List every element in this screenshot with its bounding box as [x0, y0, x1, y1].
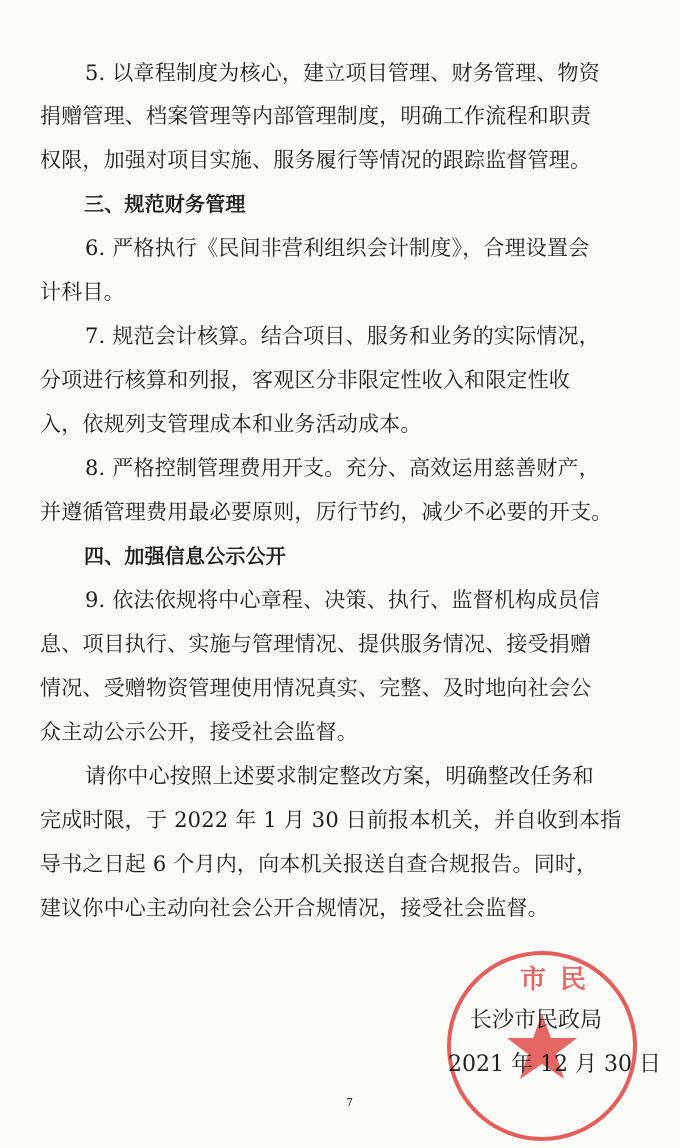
- para-6-line-2: 计科目。: [40, 280, 125, 304]
- para-9-line-4: 众主动公示公开，接受社会监督。: [40, 720, 358, 744]
- seal-arc-text: 市民: [520, 965, 601, 995]
- section-heading-4: 四、加强信息公示公开: [84, 544, 286, 568]
- para-8-line-2: 并遵循管理费用最必要原则，厉行节约，减少不必要的开支。: [40, 500, 613, 524]
- closing-line-4: 建议你中心主动向社会公开合规情况，接受社会监督。: [40, 896, 549, 920]
- signature-organization: 长沙市民政局: [470, 1008, 603, 1033]
- para-9-line-3: 情况、受赠物资管理使用情况真实、完整、及时地向社会公: [40, 676, 592, 700]
- para-5-line-2: 捐赠管理、档案管理等内部管理制度，明确工作流程和职责: [40, 104, 592, 128]
- para-9-line-1: 9. 依法依规将中心章程、决策、执行、监督机构成员信: [85, 588, 600, 612]
- para-7-line-2: 分项进行核算和列报，客观区分非限定性收入和限定性收: [40, 368, 570, 392]
- para-9-line-2: 息、项目执行、实施与管理情况、提供服务情况、接受捐赠: [40, 632, 592, 656]
- para-7-line-3: 入，依规列支管理成本和业务活动成本。: [40, 412, 422, 436]
- para-5-line-3: 权限，加强对项目实施、服务履行等情况的跟踪监督管理。: [40, 148, 592, 172]
- para-7-line-1: 7. 规范会计核算。结合项目、服务和业务的实际情况，: [85, 324, 600, 348]
- closing-line-3: 导书之日起 6 个月内，向本机关报送自查合规报告。同时，: [40, 852, 598, 876]
- para-5-line-1: 5. 以章程制度为核心，建立项目管理、财务管理、物资: [85, 61, 600, 85]
- section-heading-3: 三、规范财务管理: [84, 192, 246, 216]
- page-number: 7: [346, 1096, 353, 1109]
- official-seal-stamp: [442, 946, 642, 1146]
- para-6-line-1: 6. 严格执行《民间非营利组织会计制度》，合理设置会: [85, 236, 590, 260]
- para-8-line-1: 8. 严格控制管理费用开支。充分、高效运用慈善财产，: [85, 456, 600, 480]
- signature-date: 2021 年 12 月 30 日: [448, 1052, 661, 1077]
- closing-line-1: 请你中心按照上述要求制定整改方案，明确整改任务和: [85, 764, 594, 788]
- closing-line-2: 完成时限，于 2022 年 1 月 30 日前报本机关，并自收到本指: [40, 808, 622, 832]
